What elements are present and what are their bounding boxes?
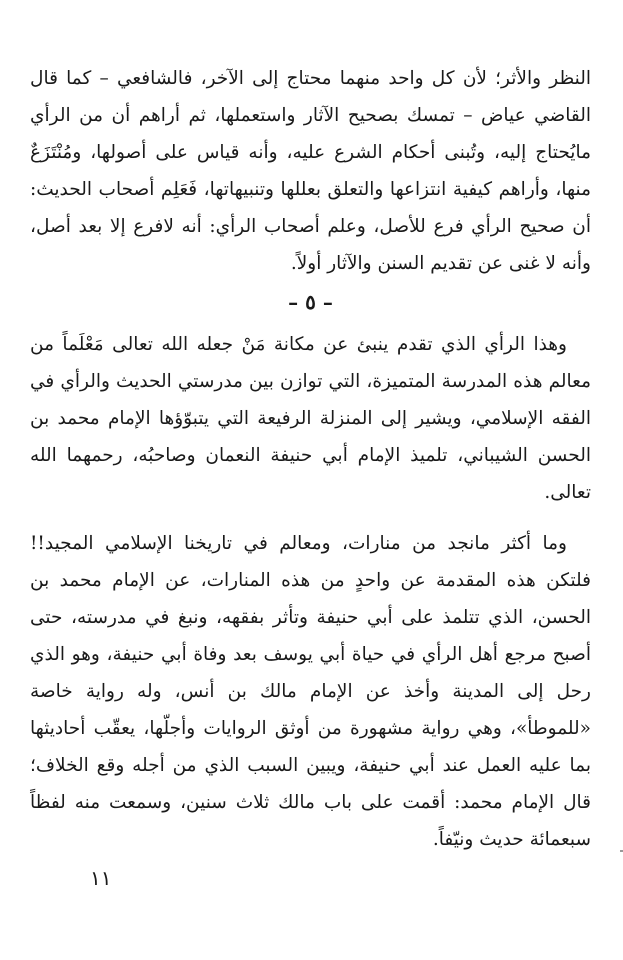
- paragraph-imam-status: وهذا الرأي الذي تقدم ينبئ عن مكانة مَنْ جعله الله تعالى مَعْلَماً من معالم هذه المدرسة المتميزة، التي توازن بين مدرستي الحديث والرأي في الفقه الإسلامي، ويشير إلى المنزلة الرفيعة التي يتبوّؤها الإمام محمد بن الحسن الشيباني، تلميذ الإمام أبي حنيفة النعمان وصاحبُه، رحمهما الله تعالى.: [30, 334, 591, 503]
- page-body: [30, 60, 591, 858]
- section-number: – ٥ –: [288, 290, 333, 314]
- paragraph-gap: [30, 511, 591, 525]
- paragraph-imam-biography: وما أكثر مانجد من منارات، ومعالم في تاريخنا الإسلامي المجيد!! فلتكن هذه المقدمة عن واحدٍ من هذه المنارات، عن الإمام محمد بن الحسن، الذي تتلمذ على أبي حنيفة وتأثر بفقهه، ونبغ في مدرسته، حتى أصبح مرجع أهل الرأي في حياة أبي يوسف بعد وفاة أبي حنيفة، وهو الذي رحل إلى المدينة وأخذ عن الإمام مالك بن أنس، وله رواية خاصة «للموطأ»، وهي رواية مشهورة من أوثق الروايات وأجلّها، يعقّب أحاديثها بما عليه العمل عند أبي حنيفة، ويبين السبب الذي من أجله وقع الخلاف؛ قال الإمام محمد: أقمت على باب مالك ثلاث سنين، وسمعت منه لفظاً سبعمائة حديث ونيّفاً.: [30, 533, 591, 850]
- page-number: ١١: [90, 866, 112, 890]
- paragraph-opening: النظر والأثر؛ لأن كل واحد منهما محتاج إلى الآخر، فالشافعي – كما قال القاضي عياض – تمسك بصحيح الآثار واستعملها، ثم أراهم أن من الرأي مايُحتاج إليه، وتُبنى أحكام الشرع عليه، وأنه قياس على أصولها، ومُنْتَزَعٌ منها، وأراهم كيفية انتزاعها والتعلق بعللها وتنبيهاتها، فَعَلِم أصحاب الحديث: أن صحيح الرأي فرع للأصل، وعلم أصحاب الرأي: أنه لافرع إلا بعد أصل، وأنه لا غنى عن تقديم السنن والآثار أولاً.: [30, 68, 591, 274]
